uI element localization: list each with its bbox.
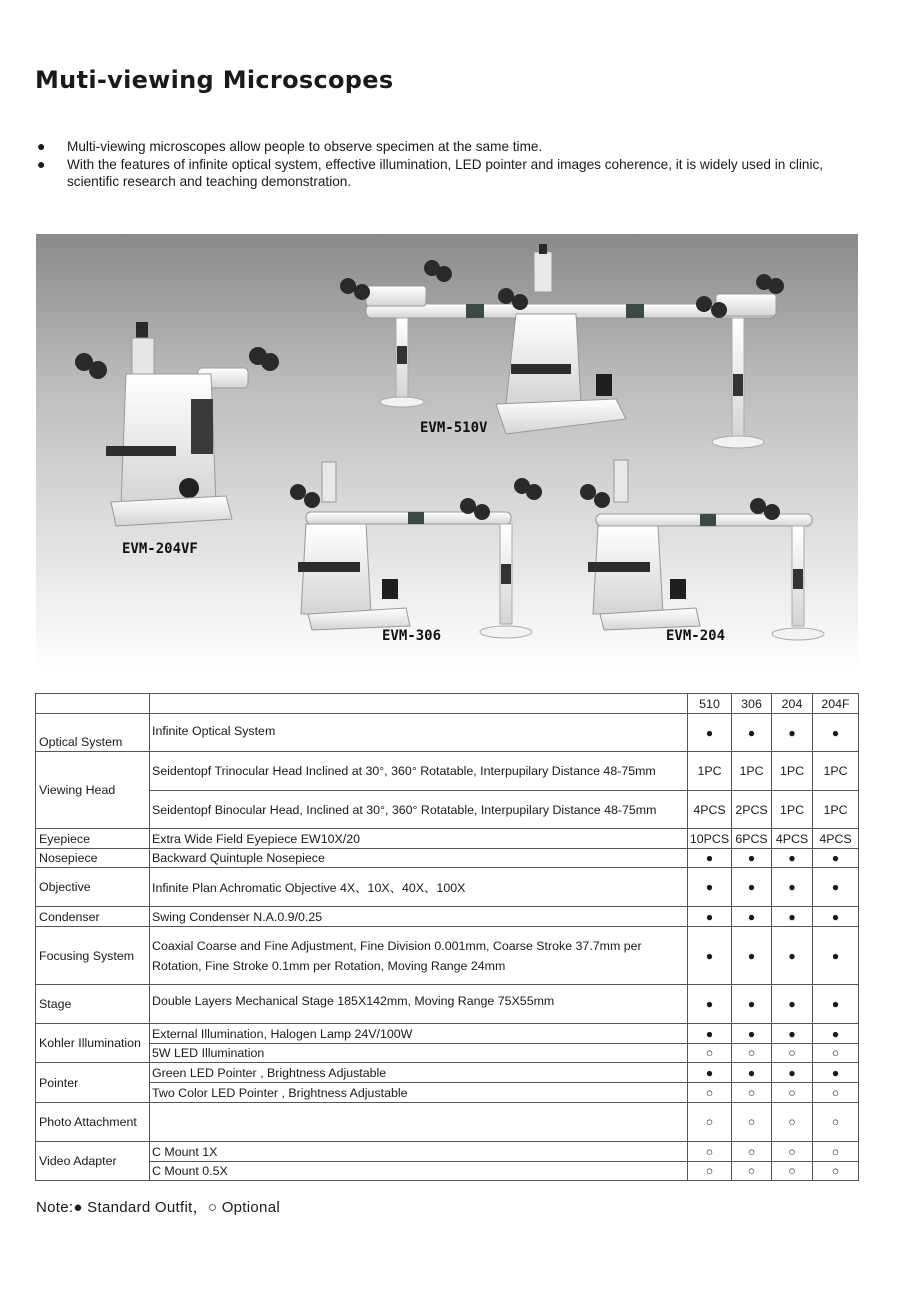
product-photo (36, 234, 858, 672)
bullet-icon: ● (37, 156, 46, 172)
spec-cell: Backward Quintuple Nosepiece (150, 849, 688, 868)
spec-cell: Infinite Optical System (150, 714, 688, 752)
value-cell: ● (772, 1063, 813, 1083)
value-cell: ○ (813, 1044, 859, 1063)
microscope-204vf (75, 322, 279, 526)
category-cell: Viewing Head (36, 752, 150, 829)
spec-cell: Swing Condenser N.A.0.9/0.25 (150, 907, 688, 927)
value-cell: ● (732, 1063, 772, 1083)
value-cell: 10PCS (688, 829, 732, 849)
bullet-icon: ● (37, 138, 46, 154)
spec-cell: Green LED Pointer , Brightness Adjustable (150, 1063, 688, 1083)
bullet-text: With the features of infinite optical system, effective illumination, LED pointer and images coherence, it is widely used in clinic, scientific research and teaching demonstration. (67, 157, 824, 189)
page-title: Muti-viewing Microscopes (35, 66, 394, 94)
header-cell (36, 694, 150, 714)
list-item (36, 156, 866, 190)
value-cell: 2PCS (732, 791, 772, 829)
microscope-204 (580, 460, 824, 640)
category-cell: Eyepiece (36, 829, 150, 849)
value-cell: ○ (772, 1103, 813, 1142)
microscope-510v (340, 244, 784, 448)
value-cell: 4PCS (688, 791, 732, 829)
model-label: EVM-510V (420, 420, 488, 436)
spec-cell: Infinite Plan Achromatic Objective 4X、10X、40X、100X (150, 868, 688, 907)
value-cell: ● (688, 868, 732, 907)
value-cell: 1PC (688, 752, 732, 791)
table-row (36, 752, 859, 791)
value-cell: ○ (813, 1103, 859, 1142)
value-cell: 6PCS (732, 829, 772, 849)
value-cell: ● (688, 1024, 732, 1044)
column-header: 204F (813, 694, 859, 714)
value-cell: ● (688, 927, 732, 985)
value-cell: ● (732, 985, 772, 1024)
value-cell: 4PCS (772, 829, 813, 849)
value-cell: ● (732, 927, 772, 985)
category-cell: Objective (36, 868, 150, 907)
value-cell: ● (813, 907, 859, 927)
value-cell: ● (732, 849, 772, 868)
value-cell: ● (732, 1024, 772, 1044)
spec-cell: C Mount 1X (150, 1142, 688, 1162)
value-cell: 1PC (772, 791, 813, 829)
table-row (36, 907, 859, 927)
value-cell: ○ (772, 1044, 813, 1063)
model-label: EVM-204 (666, 628, 726, 644)
value-cell: ● (813, 849, 859, 868)
table-row (36, 849, 859, 868)
table-row (36, 868, 859, 907)
spec-cell: 5W LED Illumination (150, 1044, 688, 1063)
value-cell: ● (772, 907, 813, 927)
spec-cell: Double Layers Mechanical Stage 185X142mm, Moving Range 75X55mm (150, 985, 688, 1024)
list-item (36, 138, 866, 155)
value-cell: ● (772, 985, 813, 1024)
value-cell: 1PC (813, 752, 859, 791)
category-cell: Focusing System (36, 927, 150, 985)
value-cell: ● (732, 868, 772, 907)
microscopes-illustration (36, 234, 858, 672)
value-cell: ● (688, 849, 732, 868)
value-cell: ○ (732, 1083, 772, 1103)
value-cell: ○ (813, 1083, 859, 1103)
value-cell: ● (688, 1063, 732, 1083)
column-header: 306 (732, 694, 772, 714)
value-cell: ● (732, 714, 772, 752)
microscope-306 (290, 462, 542, 638)
table-row (36, 714, 859, 752)
table-header-row (36, 694, 859, 714)
category-cell: Pointer (36, 1063, 150, 1103)
spec-cell: Seidentopf Binocular Head, Inclined at 30°, 360° Rotatable, Interpupilary Distance 48-75mm (150, 791, 688, 829)
value-cell: ○ (688, 1083, 732, 1103)
value-cell: ● (688, 714, 732, 752)
column-header: 204 (772, 694, 813, 714)
table-row (36, 1142, 859, 1162)
spec-cell: Extra Wide Field Eyepiece EW10X/20 (150, 829, 688, 849)
value-cell: ● (813, 1024, 859, 1044)
value-cell: 1PC (732, 752, 772, 791)
value-cell: ● (688, 907, 732, 927)
value-cell: ● (772, 714, 813, 752)
value-cell: ● (772, 927, 813, 985)
table-row (36, 1044, 859, 1063)
table-row (36, 791, 859, 829)
value-cell: ○ (772, 1162, 813, 1181)
value-cell: 4PCS (813, 829, 859, 849)
spec-cell: Coaxial Coarse and Fine Adjustment, Fine Division 0.001mm, Coarse Stroke 37.7mm per Rotation, Fine Stroke 0.1mm per Rotation, Moving Range 24mm (150, 927, 688, 985)
category-cell: Nosepiece (36, 849, 150, 868)
value-cell: ● (813, 927, 859, 985)
value-cell: ○ (688, 1142, 732, 1162)
model-label: EVM-204VF (122, 541, 198, 557)
value-cell: ○ (732, 1044, 772, 1063)
value-cell: ● (772, 849, 813, 868)
value-cell: ○ (732, 1162, 772, 1181)
value-cell: ● (772, 868, 813, 907)
category-cell: Kohler Illumination (36, 1024, 150, 1063)
value-cell: ○ (813, 1162, 859, 1181)
value-cell: ○ (688, 1044, 732, 1063)
category-cell: Optical System (36, 714, 150, 752)
value-cell: 1PC (772, 752, 813, 791)
value-cell: ○ (688, 1103, 732, 1142)
value-cell: ● (813, 868, 859, 907)
feature-list (36, 138, 866, 190)
table-row (36, 1162, 859, 1181)
spec-cell: Two Color LED Pointer , Brightness Adjustable (150, 1083, 688, 1103)
spec-cell: C Mount 0.5X (150, 1162, 688, 1181)
value-cell: ● (688, 985, 732, 1024)
spec-cell: External Illumination, Halogen Lamp 24V/100W (150, 1024, 688, 1044)
spec-cell: Seidentopf Trinocular Head Inclined at 30°, 360° Rotatable, Interpupilary Distance 48-75mm (150, 752, 688, 791)
value-cell: ○ (772, 1142, 813, 1162)
value-cell: ○ (732, 1103, 772, 1142)
column-header: 510 (688, 694, 732, 714)
table-row (36, 1024, 859, 1044)
legend-note: Note:● Standard Outfit，○ Optional (36, 1199, 280, 1216)
value-cell: ● (813, 1063, 859, 1083)
spec-cell (150, 1103, 688, 1142)
value-cell: ○ (813, 1142, 859, 1162)
table-row (36, 927, 859, 985)
model-label: EVM-306 (382, 628, 442, 644)
value-cell: ○ (772, 1083, 813, 1103)
category-cell: Stage (36, 985, 150, 1024)
table-row (36, 829, 859, 849)
table-row (36, 1083, 859, 1103)
category-cell: Photo Attachment (36, 1103, 150, 1142)
header-cell (150, 694, 688, 714)
table-row (36, 1103, 859, 1142)
bullet-text: Multi-viewing microscopes allow people to observe specimen at the same time. (67, 139, 543, 154)
value-cell: ○ (732, 1142, 772, 1162)
category-cell: Condenser (36, 907, 150, 927)
specification-table (35, 693, 859, 1181)
table-row (36, 985, 859, 1024)
category-cell: Video Adapter (36, 1142, 150, 1181)
table-row (36, 1063, 859, 1083)
value-cell: ● (772, 1024, 813, 1044)
value-cell: ● (813, 714, 859, 752)
value-cell: ● (732, 907, 772, 927)
value-cell: ● (813, 985, 859, 1024)
value-cell: ○ (688, 1162, 732, 1181)
value-cell: 1PC (813, 791, 859, 829)
